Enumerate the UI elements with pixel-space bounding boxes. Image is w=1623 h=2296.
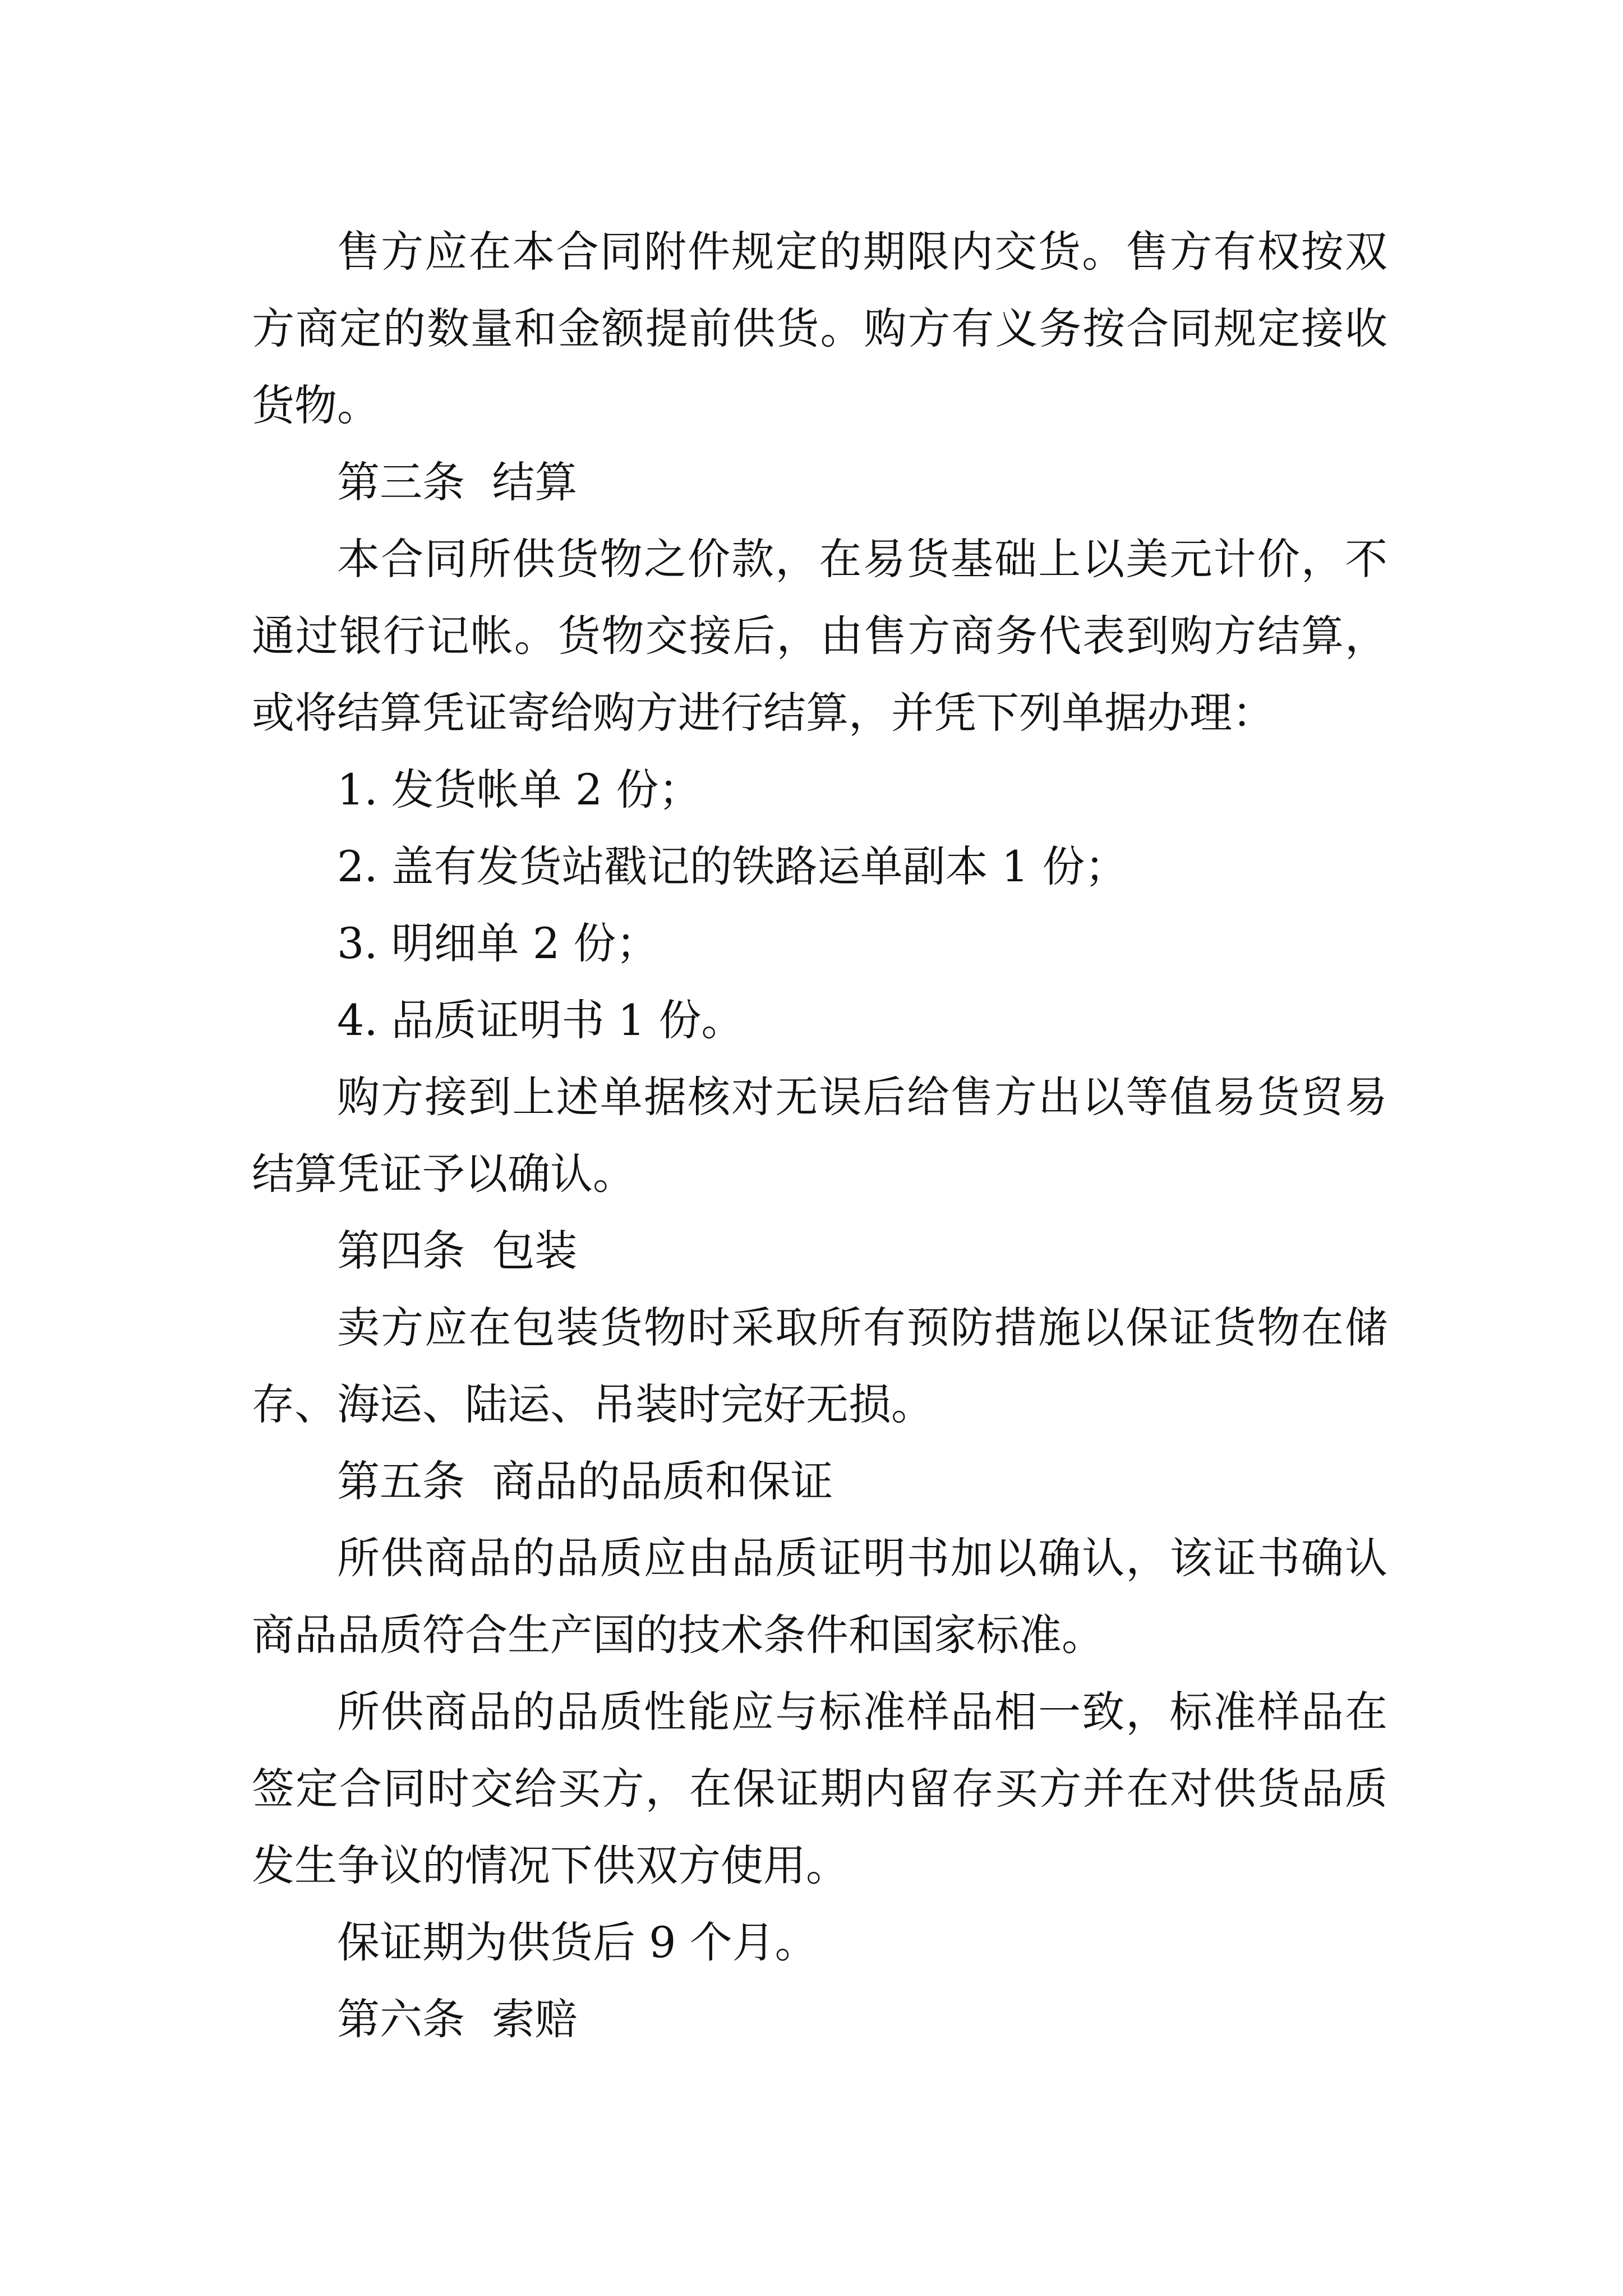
article-3-heading: 第三条 结算	[337, 457, 578, 507]
article-6-heading: 第六条 索赔	[337, 1994, 578, 2044]
document-list-item-4: 4. 品质证明书 1 份。	[337, 995, 744, 1045]
article-5-heading: 第五条 商品的品质和保证	[337, 1456, 833, 1506]
paragraph-quality-certificate: 所供商品的品质应由品质证明书加以确认，该证书确认商品品质符合生产国的技术条件和国家标准。	[252, 1533, 1387, 1660]
paragraph-settlement-terms: 本合同所供货物之价款，在易货基础上以美元计价，不通过银行记帐。货物交接后，由售方商务代表到购方结算，或将结算凭证寄给购方进行结算，并凭下列单据办理：	[252, 534, 1387, 738]
paragraph-packaging: 卖方应在包装货物时采取所有预防措施以保证货物在储存、海运、陆运、吊装时完好无损。	[252, 1303, 1387, 1429]
paragraph-delivery-terms: 售方应在本合同附件规定的期限内交货。售方有权按双方商定的数量和金额提前供货。购方有义务按合同规定接收货物。	[252, 227, 1387, 430]
document-body	[252, 213, 1387, 2058]
paragraph-warranty-period: 保证期为供货后 9 个月。	[337, 1917, 818, 1967]
document-list-item-3: 3. 明细单 2 份；	[337, 918, 659, 968]
paragraph-quality-sample: 所供商品的品质性能应与标准样品相一致，标准样品在签定合同时交给买方，在保证期内留存买方并在对供货品质发生争议的情况下供双方使用。	[252, 1687, 1387, 1890]
document-list-item-2: 2. 盖有发货站戳记的铁路运单副本 1 份；	[337, 841, 1128, 891]
article-4-heading: 第四条 包装	[337, 1226, 578, 1276]
paragraph-confirmation: 购方接到上述单据核对无误后给售方出以等值易货贸易结算凭证予以确认。	[252, 1072, 1387, 1199]
document-list-item-1: 1. 发货帐单 2 份；	[337, 765, 702, 815]
